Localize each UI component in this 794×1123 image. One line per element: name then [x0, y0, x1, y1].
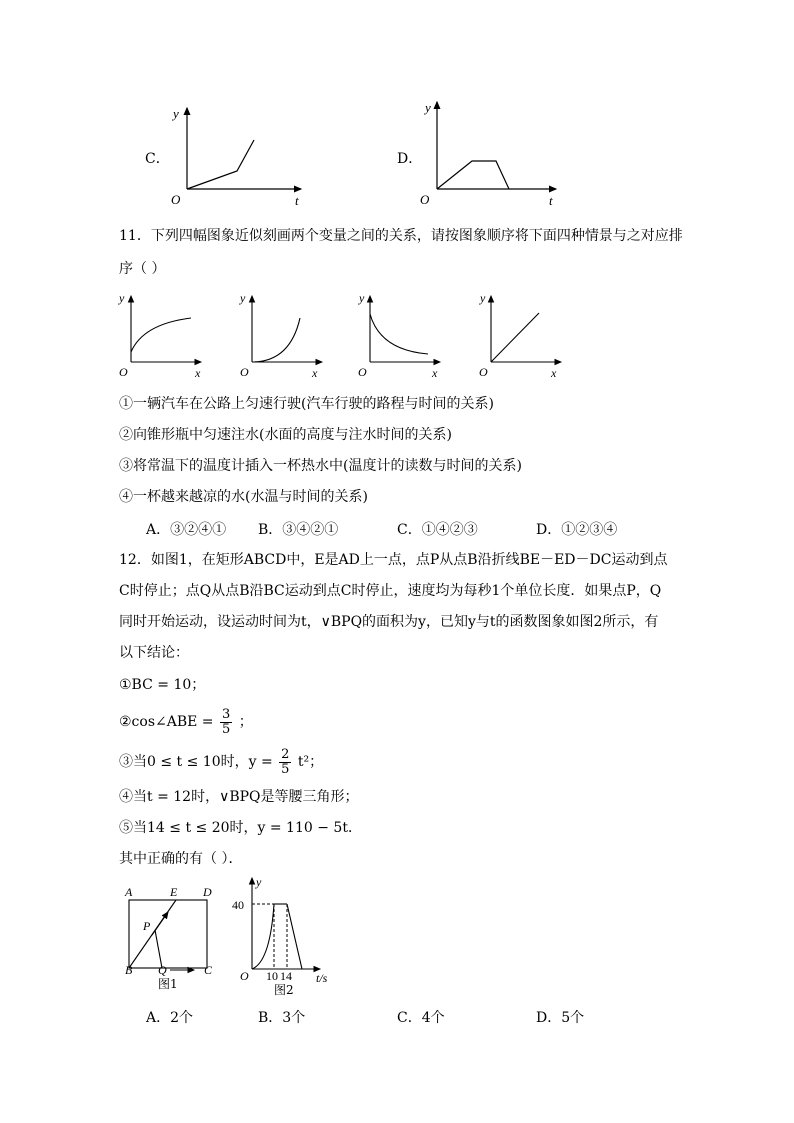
q11-scenario-1: ①一辆汽车在公路上匀速行驶(汽车行驶的路程与时间的关系) — [119, 396, 494, 412]
q12-conclusion-4: ④当t = 12时，∨BPQ是等腰三角形； — [119, 789, 359, 805]
origin-label: O — [358, 365, 367, 379]
q12-conclusion-5: ⑤当14 ≤ t ≤ 20时，y = 110 − 5t． — [119, 820, 362, 836]
axis-t-label: t/s — [316, 971, 328, 985]
q11-graph-4 — [477, 290, 567, 382]
axis-x-label: x — [432, 366, 438, 380]
q12-conclusion-1: ①BC = 10； — [119, 677, 206, 693]
q11-stem-line2: 序（ ） — [119, 261, 166, 277]
point-e-label: E — [170, 885, 178, 899]
origin-label: O — [240, 969, 249, 983]
axis-y-label: y — [256, 875, 262, 889]
q12-c2-end: ； — [238, 714, 253, 730]
point-b-label: B — [125, 963, 133, 977]
q11-scenario-4: ④一杯越来越凉的水(水温与时间的关系) — [119, 489, 368, 505]
axis-y-label: y — [240, 291, 246, 305]
q12-line4: 以下结论： — [119, 645, 189, 661]
axis-y-label: y — [359, 291, 365, 305]
q12-line1: 12．如图1，在矩形ABCD中，E是AD上一点，点P从点B沿折线BE－ED－DC运动到点 — [119, 552, 668, 568]
axis-x-label: x — [312, 366, 318, 380]
q12-option-c[interactable]: C．4个 — [397, 1010, 445, 1026]
graph-d — [415, 100, 575, 210]
axis-y-label: y — [173, 106, 179, 121]
q12-line2: C时停止；点Q从点B沿BC运动到点C时停止，速度均为每秒1个单位长度．如果点P，Q — [119, 583, 662, 599]
q11-option-b[interactable]: B．③④②① — [258, 522, 339, 538]
q12-c2-text: ②cos∠ABE = — [119, 714, 214, 730]
q11-option-d[interactable]: D．①②③④ — [536, 522, 618, 538]
q12-c3-end: t²； — [297, 754, 324, 770]
origin-label: O — [171, 192, 181, 207]
point-c-label: C — [204, 963, 213, 977]
q12-line3: 同时开始运动，设运动时间为t，∨BPQ的面积为y，已知y与t的函数图象如图2所示，有 — [119, 614, 659, 630]
axis-y-label: y — [425, 100, 431, 115]
point-p-label: P — [143, 919, 151, 933]
option-c-label: C． — [145, 151, 170, 167]
origin-label: O — [240, 365, 249, 379]
point-q-label: Q — [158, 963, 167, 977]
axis-x-label: x — [195, 366, 201, 380]
tick-10-label: 10 — [266, 969, 278, 983]
q12-option-d[interactable]: D．5个 — [536, 1010, 585, 1026]
q11-graph-2 — [238, 290, 328, 382]
point-a-label: A — [125, 885, 133, 899]
graph-c — [165, 100, 305, 210]
origin-label: O — [479, 365, 488, 379]
fraction: $\frac{3}{5}$ — [222, 706, 231, 737]
figure-2-caption: 图2 — [274, 983, 294, 997]
option-d-label: D． — [397, 151, 423, 167]
q12-option-b[interactable]: B．3个 — [258, 1010, 306, 1026]
figure-2-graph — [228, 874, 338, 997]
axis-y-label: y — [119, 291, 125, 305]
q12-conclusion-2 — [119, 706, 253, 738]
q12-ask: 其中正确的有（ ）． — [119, 851, 243, 867]
figure-1-rectangle — [122, 884, 222, 996]
point-d-label: D — [203, 885, 212, 899]
tick-40-label: 40 — [232, 898, 244, 912]
q11-option-a[interactable]: A．③②④① — [146, 522, 227, 538]
q11-option-c[interactable]: C．①④②③ — [397, 522, 478, 538]
origin-label: O — [119, 365, 128, 379]
q11-graph-1 — [117, 290, 207, 382]
q11-graph-3 — [356, 290, 446, 382]
q11-stem-line1: 11．下列四幅图象近似刻画两个变量之间的关系，请按图象顺序将下面四种情景与之对应排 — [119, 228, 683, 244]
axis-y-label: y — [480, 291, 486, 305]
q11-scenario-3: ③将常温下的温度计插入一杯热水中(温度计的读数与时间的关系) — [119, 458, 522, 474]
q12-conclusion-3 — [119, 746, 323, 778]
origin-label: O — [420, 192, 430, 207]
q12-c3-text: ③当0 ≤ t ≤ 10时，y = — [119, 754, 273, 770]
q11-scenario-2: ②向锥形瓶中匀速注水(水面的高度与注水时间的关系) — [119, 427, 452, 443]
axis-t-label: t — [549, 193, 553, 208]
axis-t-label: t — [295, 193, 299, 208]
fraction: $\frac{2}{5}$ — [281, 746, 290, 777]
q12-option-a[interactable]: A．2个 — [146, 1010, 194, 1026]
axis-x-label: x — [551, 366, 557, 380]
figure-1-caption: 图1 — [158, 977, 178, 991]
tick-14-label: 14 — [280, 969, 292, 983]
